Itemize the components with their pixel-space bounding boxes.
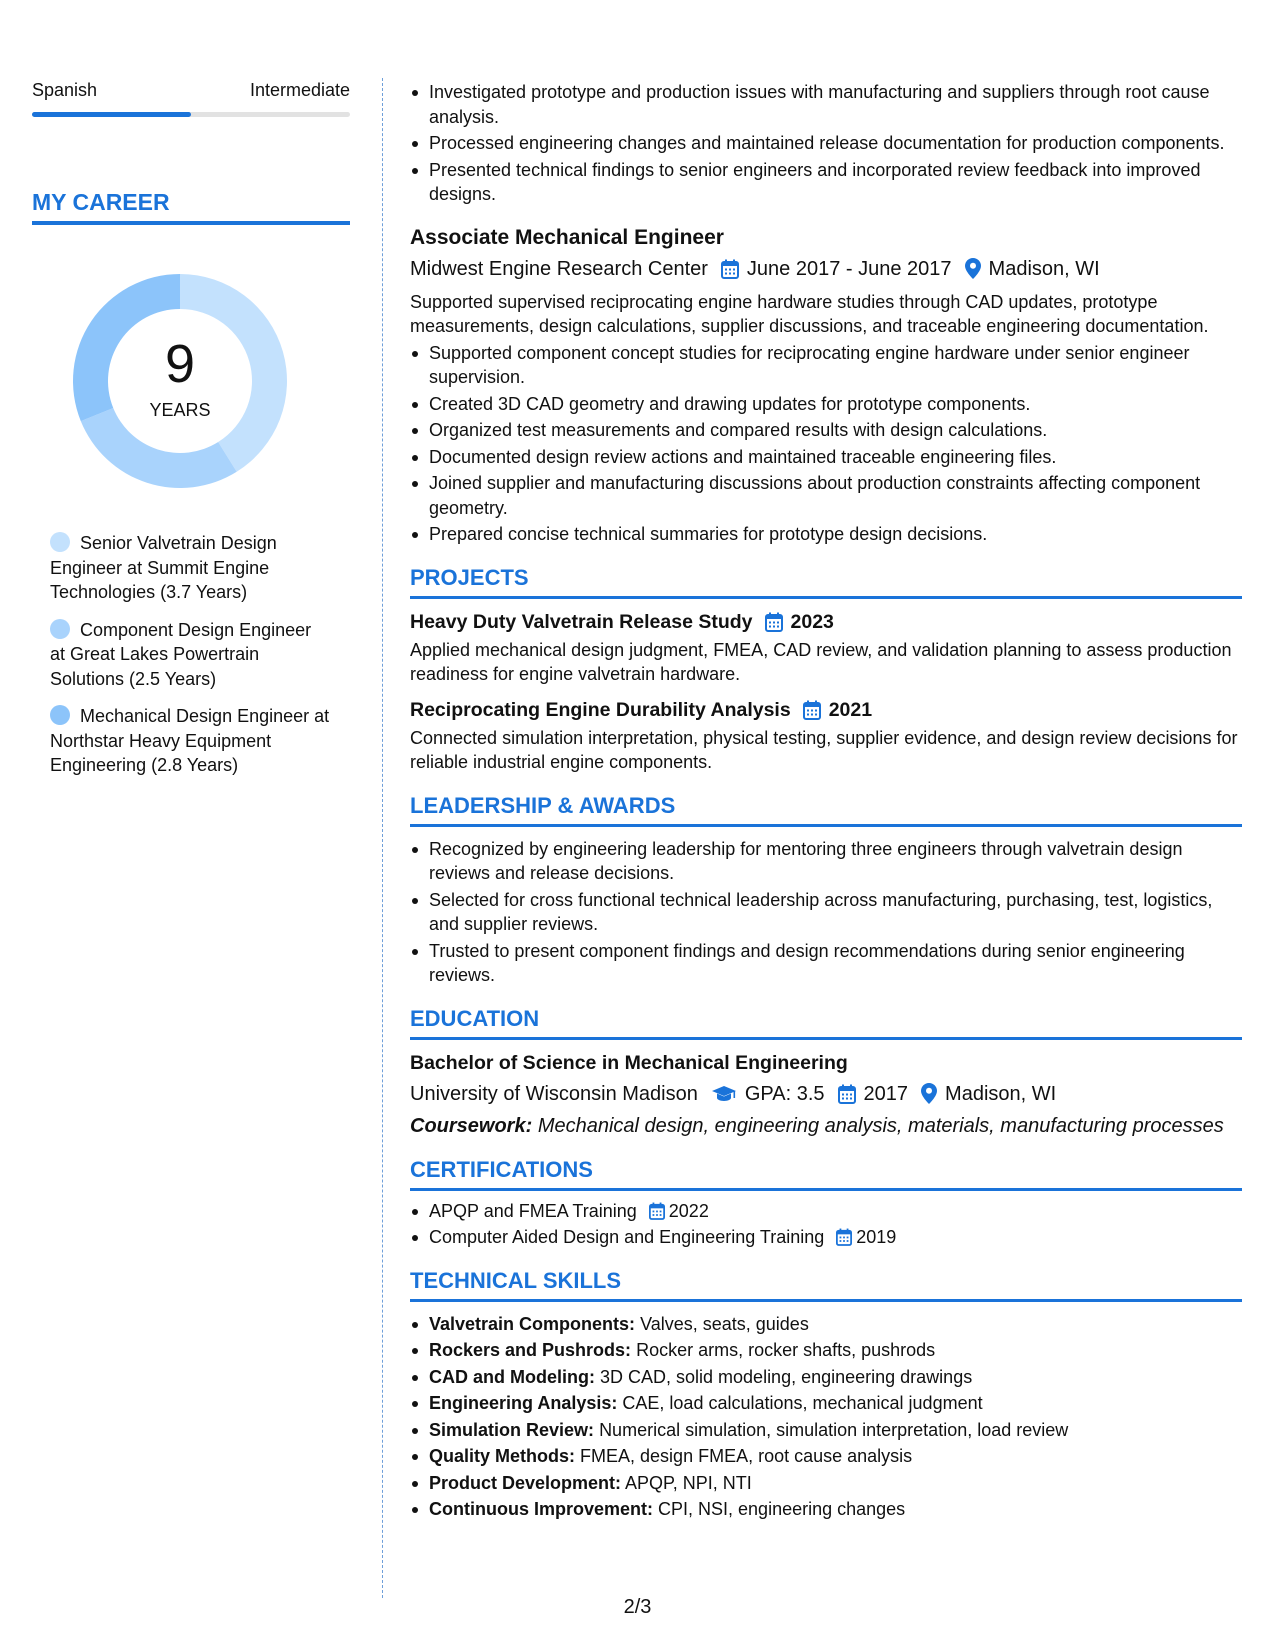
career-donut-chart bbox=[66, 267, 294, 495]
bullet-item: Created 3D CAD geometry and drawing updates for prototype components. bbox=[410, 392, 1242, 417]
skill-value: Numerical simulation, simulation interpretation, load review bbox=[599, 1419, 1069, 1440]
job-title: Associate Mechanical Engineer bbox=[410, 225, 724, 249]
legend-dot-icon bbox=[50, 532, 70, 552]
skill-item bbox=[410, 1338, 1242, 1363]
bullet-item: Documented design review actions and maintained traceable engineering files. bbox=[410, 445, 1242, 470]
skill-value: Rocker arms, rocker shafts, pushrods bbox=[636, 1340, 936, 1360]
job-company: Midwest Engine Research Center bbox=[410, 257, 708, 280]
coursework-text: Mechanical design, engineering analysis, materials, manufacturing processes bbox=[537, 1114, 1224, 1137]
skill-label: Rockers and Pushrods: bbox=[429, 1340, 632, 1360]
skill-value: CAE, load calculations, mechanical judgment bbox=[622, 1393, 983, 1413]
calendar-icon bbox=[765, 612, 783, 632]
certification-year: 2019 bbox=[856, 1227, 897, 1247]
skill-item bbox=[410, 1471, 1242, 1496]
career-years-label: YEARS bbox=[149, 400, 211, 420]
calendar-icon bbox=[803, 700, 821, 720]
bullet-item: Supported component concept studies for reciprocating engine hardware under senior engineer supervision. bbox=[410, 341, 1242, 390]
certification-year: 2022 bbox=[668, 1200, 709, 1221]
bullet-item: Presented technical findings to senior engineers and incorporated review feedback into improved designs. bbox=[410, 158, 1242, 207]
skill-item bbox=[410, 1497, 1242, 1522]
job-bullets bbox=[410, 341, 1242, 547]
project-year: 2023 bbox=[790, 610, 834, 633]
job-meta bbox=[410, 256, 1242, 282]
coursework-label: Coursework: bbox=[410, 1114, 533, 1137]
certifications-list bbox=[410, 1199, 1242, 1250]
project-name: Reciprocating Engine Durability Analysis bbox=[410, 698, 791, 721]
project-header bbox=[410, 697, 1242, 723]
projects-section-title: PROJECTS bbox=[410, 565, 1242, 599]
sidebar bbox=[32, 78, 350, 791]
bullet-item: Processed engineering changes and maintained release documentation for production components. bbox=[410, 131, 1242, 156]
career-legend-item bbox=[50, 618, 350, 692]
skill-item bbox=[410, 1365, 1242, 1390]
skill-label: Valvetrain Components: bbox=[429, 1313, 636, 1334]
job-location: Madison, WI bbox=[988, 257, 1100, 280]
calendar-icon bbox=[836, 1228, 852, 1246]
project-item bbox=[410, 697, 1242, 775]
skill-label: Simulation Review: bbox=[429, 1419, 595, 1440]
career-legend-item bbox=[50, 531, 350, 605]
project-description: Applied mechanical design judgment, FMEA, CAD review, and validation planning to assess production readiness for engine valvetrain hardware. bbox=[410, 639, 1232, 684]
page-number: 2/3 bbox=[623, 1596, 652, 1618]
career-legend-label: Mechanical Design Engineer at Northstar Heavy Equipment Engineering (2.8 Years) bbox=[50, 706, 330, 775]
career-legend-item bbox=[50, 704, 350, 778]
legend-dot-icon bbox=[50, 619, 70, 639]
education-year: 2017 bbox=[863, 1082, 909, 1105]
skill-item bbox=[410, 1444, 1242, 1469]
bullet-item: Recognized by engineering leadership for mentoring three engineers through valvetrain design reviews and release decisions. bbox=[410, 837, 1242, 886]
language-level: Intermediate bbox=[249, 80, 350, 100]
column-divider bbox=[382, 78, 383, 1598]
project-header bbox=[410, 609, 1242, 635]
skill-item bbox=[410, 1312, 1242, 1337]
job-dates: June 2017 - June 2017 bbox=[746, 257, 952, 280]
career-legend-label: Component Design Engineer at Great Lakes Powertrain Solutions (2.5 Years) bbox=[50, 619, 312, 689]
language-row bbox=[32, 78, 350, 102]
skill-item bbox=[410, 1391, 1242, 1416]
education-coursework bbox=[410, 1113, 1242, 1139]
bullet-item: Organized test measurements and compared results with design calculations. bbox=[410, 418, 1242, 443]
skills-section-title: TECHNICAL SKILLS bbox=[410, 1268, 1242, 1302]
language-proficiency-fill bbox=[32, 112, 191, 117]
skill-value: 3D CAD, solid modeling, engineering drawings bbox=[600, 1366, 973, 1387]
certification-item bbox=[410, 1225, 1242, 1250]
skill-value: FMEA, design FMEA, root cause analysis bbox=[580, 1446, 913, 1466]
skill-label: Engineering Analysis: bbox=[429, 1393, 618, 1413]
skill-item bbox=[410, 1418, 1242, 1443]
career-section-title: MY CAREER bbox=[32, 189, 350, 225]
skill-label: CAD and Modeling: bbox=[429, 1366, 595, 1387]
skill-label: Quality Methods: bbox=[429, 1446, 576, 1466]
project-item bbox=[410, 609, 1242, 687]
certification-item bbox=[410, 1199, 1242, 1224]
skill-value: Valves, seats, guides bbox=[640, 1313, 809, 1334]
calendar-icon bbox=[649, 1202, 665, 1220]
skills-list bbox=[410, 1312, 1242, 1522]
bullet-item: Prepared concise technical summaries for prototype design decisions. bbox=[410, 522, 1242, 547]
education-section-title: EDUCATION bbox=[410, 1006, 1242, 1040]
certification-name: APQP and FMEA Training bbox=[429, 1200, 637, 1221]
calendar-icon bbox=[721, 259, 739, 279]
bullet-item: Trusted to present component findings and design recommendations during senior engineering reviews. bbox=[410, 939, 1242, 988]
education-gpa: GPA: 3.5 bbox=[744, 1082, 825, 1105]
location-pin-icon bbox=[921, 1083, 937, 1104]
location-pin-icon bbox=[965, 258, 981, 279]
bullet-item: Selected for cross functional technical leadership across manufacturing, purchasing, test, logistics, and supplier reviews. bbox=[410, 888, 1242, 937]
project-year: 2021 bbox=[828, 698, 873, 721]
bullet-item: Joined supplier and manufacturing discussions about production constraints affecting component geometry. bbox=[410, 471, 1242, 520]
certification-name: Computer Aided Design and Engineering Training bbox=[429, 1227, 825, 1247]
skill-value: APQP, NPI, NTI bbox=[625, 1472, 752, 1493]
project-description: Connected simulation interpretation, physical testing, supplier evidence, and design review decisions for reliable industrial engine components. bbox=[410, 727, 1238, 772]
language-proficiency-bar bbox=[32, 112, 350, 117]
calendar-icon bbox=[838, 1084, 856, 1104]
education-degree: Bachelor of Science in Mechanical Engineering bbox=[410, 1051, 848, 1074]
job-summary: Supported supervised reciprocating engine hardware studies through CAD updates, prototype measurements, design calculations, supplier discussions, and traceable engineering documentation. bbox=[410, 291, 1209, 336]
skill-value: CPI, NSI, engineering changes bbox=[658, 1499, 906, 1519]
skill-label: Product Development: bbox=[429, 1472, 622, 1493]
career-total-years: 9 bbox=[164, 334, 196, 394]
leadership-bullets bbox=[410, 837, 1242, 988]
leadership-section-title: LEADERSHIP & AWARDS bbox=[410, 793, 1242, 827]
legend-dot-icon bbox=[50, 705, 70, 725]
language-name: Spanish bbox=[32, 80, 98, 100]
career-legend bbox=[32, 531, 350, 778]
education-location: Madison, WI bbox=[945, 1082, 1057, 1105]
education-school: University of Wisconsin Madison bbox=[410, 1082, 698, 1105]
graduation-cap-icon bbox=[711, 1085, 737, 1103]
certifications-section-title: CERTIFICATIONS bbox=[410, 1157, 1242, 1191]
skill-label: Continuous Improvement: bbox=[429, 1499, 653, 1519]
project-name: Heavy Duty Valvetrain Release Study bbox=[410, 610, 753, 633]
previous-job-bullets bbox=[410, 80, 1242, 207]
main-content bbox=[410, 80, 1242, 1524]
education-meta bbox=[410, 1081, 1242, 1107]
bullet-item: Investigated prototype and production issues with manufacturing and suppliers through root cause analysis. bbox=[410, 80, 1242, 129]
career-legend-label: Senior Valvetrain Design Engineer at Summit Engine Technologies (3.7 Years) bbox=[50, 533, 277, 602]
